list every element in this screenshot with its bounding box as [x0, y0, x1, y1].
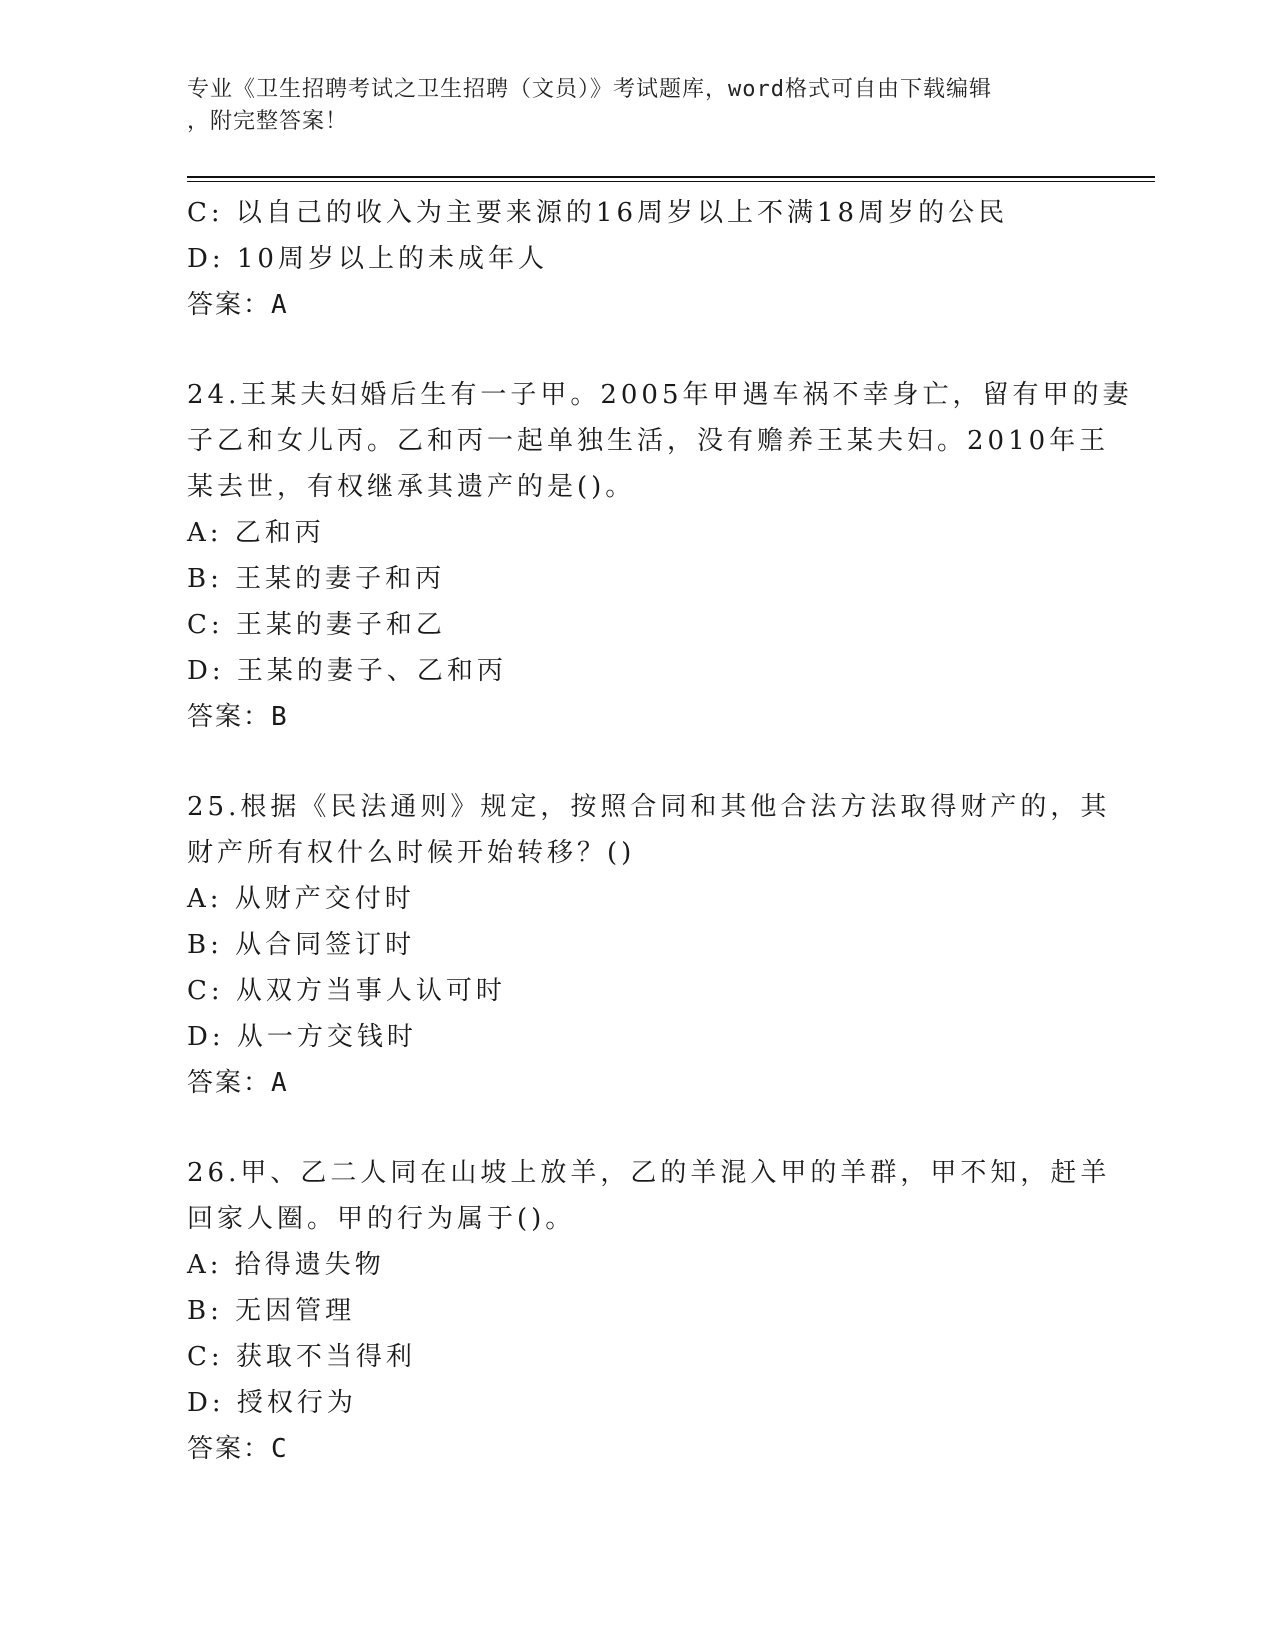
- header-line-1: 专业《卫生招聘考试之卫生招聘（文员）》考试题库，word格式可自由下载编辑: [187, 77, 992, 102]
- question-text-line: 子乙和女儿丙。乙和丙一起单独生活，没有赡养王某夫妇。2010年王: [187, 426, 1110, 456]
- question-text-line: 财产所有权什么时候开始转移？(): [187, 838, 636, 868]
- answer-line: [187, 1426, 1087, 1472]
- option-d: D: 10周岁以上的未成年人: [187, 244, 548, 274]
- option-b: B: 从合同签订时: [187, 930, 416, 960]
- question-text-line: 24.王某夫妇婚后生有一子甲。2005年甲遇车祸不幸身亡，留有甲的妻: [187, 380, 1133, 410]
- option-c: C: 获取不当得利: [187, 1342, 416, 1372]
- answer-label: 答案：: [187, 1434, 272, 1464]
- option-c: C: 从双方当事人认可时: [187, 976, 506, 1006]
- answer-value: A: [271, 1068, 289, 1098]
- option-d: D: 王某的妻子、乙和丙: [187, 656, 507, 686]
- header-divider-thick: [187, 176, 1155, 178]
- question-26: [187, 1150, 1111, 1472]
- option-a: A: 拾得遗失物: [187, 1250, 385, 1280]
- option-d: D: 从一方交钱时: [187, 1022, 417, 1052]
- answer-line: [187, 694, 1087, 740]
- header-divider-thin: [187, 181, 1155, 182]
- question-23-tail: [187, 190, 1087, 328]
- option-c: C: 以自己的收入为主要来源的16周岁以上不满18周岁的公民: [187, 198, 1009, 228]
- option-d: D: 授权行为: [187, 1388, 357, 1418]
- option-a: A: 从财产交付时: [187, 884, 415, 914]
- question-text-line: 26.甲、乙二人同在山坡上放羊，乙的羊混入甲的羊群，甲不知，赶羊: [187, 1158, 1111, 1188]
- page-header: [187, 74, 1067, 138]
- answer-value: C: [271, 1434, 289, 1464]
- answer-line: [187, 282, 1087, 328]
- answer-label: 答案：: [187, 1068, 272, 1098]
- answer-label: 答案：: [187, 290, 272, 320]
- question-text-line: 25.根据《民法通则》规定，按照合同和其他合法方法取得财产的，其: [187, 792, 1111, 822]
- header-line-2: ，附完整答案！: [187, 109, 349, 134]
- option-c: C: 王某的妻子和乙: [187, 610, 446, 640]
- option-b: B: 无因管理: [187, 1296, 356, 1326]
- answer-line: [187, 1060, 1087, 1106]
- question-list: [187, 190, 1133, 1472]
- question-text-line: 某去世，有权继承其遗产的是()。: [187, 472, 636, 502]
- question-24: [187, 372, 1133, 740]
- answer-value: A: [271, 290, 289, 320]
- question-text-line: 回家人圈。甲的行为属于()。: [187, 1204, 576, 1234]
- answer-label: 答案：: [187, 702, 272, 732]
- question-25: [187, 784, 1111, 1106]
- answer-value: B: [271, 702, 289, 732]
- option-a: A: 乙和丙: [187, 518, 325, 548]
- option-b: B: 王某的妻子和丙: [187, 564, 446, 594]
